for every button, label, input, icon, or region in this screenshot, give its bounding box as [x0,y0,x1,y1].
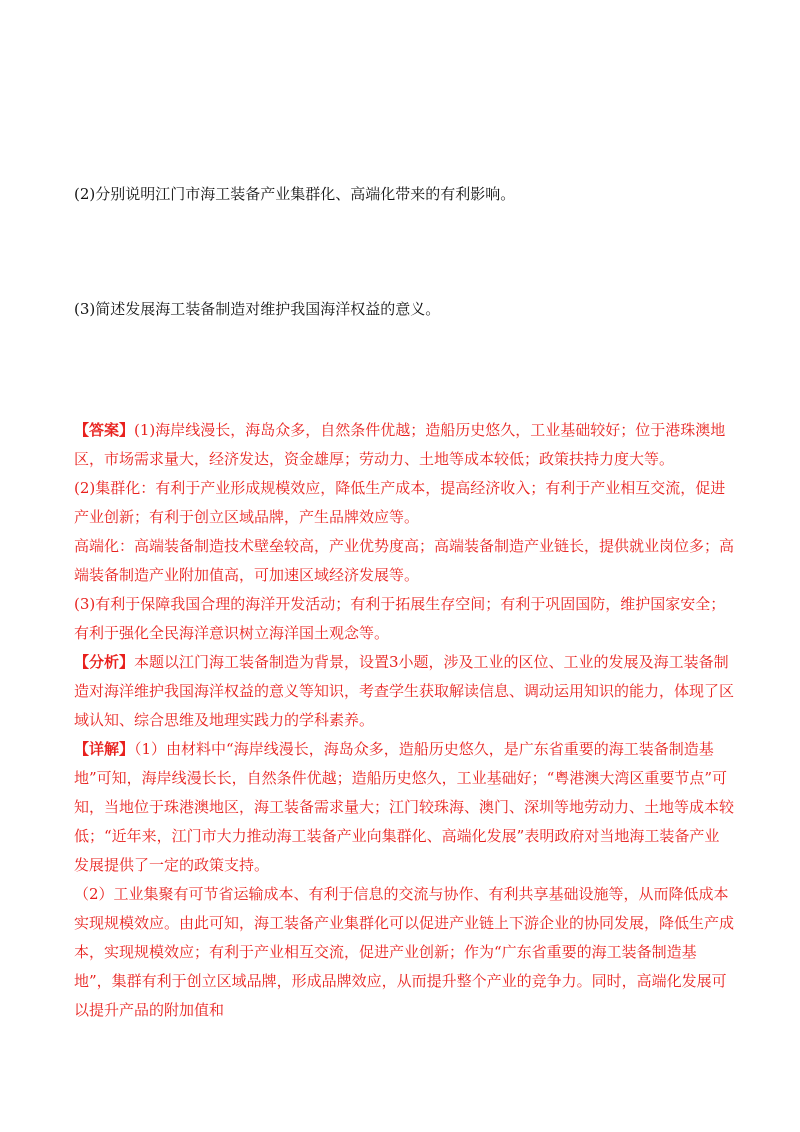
analysis-paragraph [74,648,734,735]
answer-tag: 【答案】 [74,421,135,439]
answer-section [74,416,734,1025]
question-2: (2)分别说明江门市海工装备产业集群化、高端化带来的有利影响。 [74,185,516,203]
answer-paragraph-1 [74,416,734,474]
question-3: (3)简述发展海工装备制造对维护我国海洋权益的意义。 [74,300,441,318]
detail-paragraph-1 [74,735,734,880]
answer-paragraph-4: (3)有利于保障我国合理的海洋开发活动；有利于拓展生存空间；有利于巩固国防，维护国家安全；有利于强化全民海洋意识树立海洋国土观念等。 [74,595,726,642]
detail-paragraph-2: （2）工业集聚有可节省运输成本、有利于信息的交流与协作、有利共享基础设施等，从而降低成本实现规模效应。由此可知，海工装备产业集群化可以促进产业链上下游企业的协同发展，降低生产成本，实现规模效应；有利于产业相互交流，促进产业创新；作为“广东省重要的海工装备制造基地”，集群有利于创立区域品牌，形成品牌效应，从而提升整个产业的竞争力。同时，高端化发展可以提升产品的附加值和 [74,885,735,1019]
detail-text-1: （1）由材料中“海岸线漫长，海岛众多，造船历史悠久，是广东省重要的海工装备制造基地”可知，海岸线漫长长，自然条件优越；造船历史悠久，工业基础好；“粤港澳大湾区重要节点”可知，当地位于珠港澳地区，海工装备需求量大；江门较珠海、澳门、深圳等地劳动力、土地等成本较低；“近年来，江门市大力推动海工装备产业向集群化、高端化发展”表明政府对当地海工装备产业发展提供了一定的政策支持。 [74,740,735,874]
answer-text-1: (1)海岸线漫长，海岛众多，自然条件优越；造船历史悠久，工业基础较好；位于港珠澳地区，市场需求量大，经济发达，资金雄厚；劳动力、土地等成本较低；政策扶持力度大等。 [74,421,726,468]
analysis-tag: 【分析】 [74,653,135,671]
answer-paragraph-3: 高端化：高端装备制造技术壁垒较高，产业优势度高；高端装备制造产业链长，提供就业岗位多；高端装备制造产业附加值高，可加速区域经济发展等。 [74,537,735,584]
detail-tag: 【详解】 [74,740,135,758]
answer-paragraph-2: (2)集群化：有利于产业形成规模效应，降低生产成本，提高经济收入；有利于产业相互交流，促进产业创新；有利于创立区域品牌，产生品牌效应等。 [74,479,726,526]
analysis-text: 本题以江门海工装备制造为背景，设置3小题，涉及工业的区位、工业的发展及海工装备制造对海洋维护我国海洋权益的意义等知识，考查学生获取解读信息、调动运用知识的能力，体现了区域认知、综合思维及地理实践力的学科素养。 [74,653,735,729]
